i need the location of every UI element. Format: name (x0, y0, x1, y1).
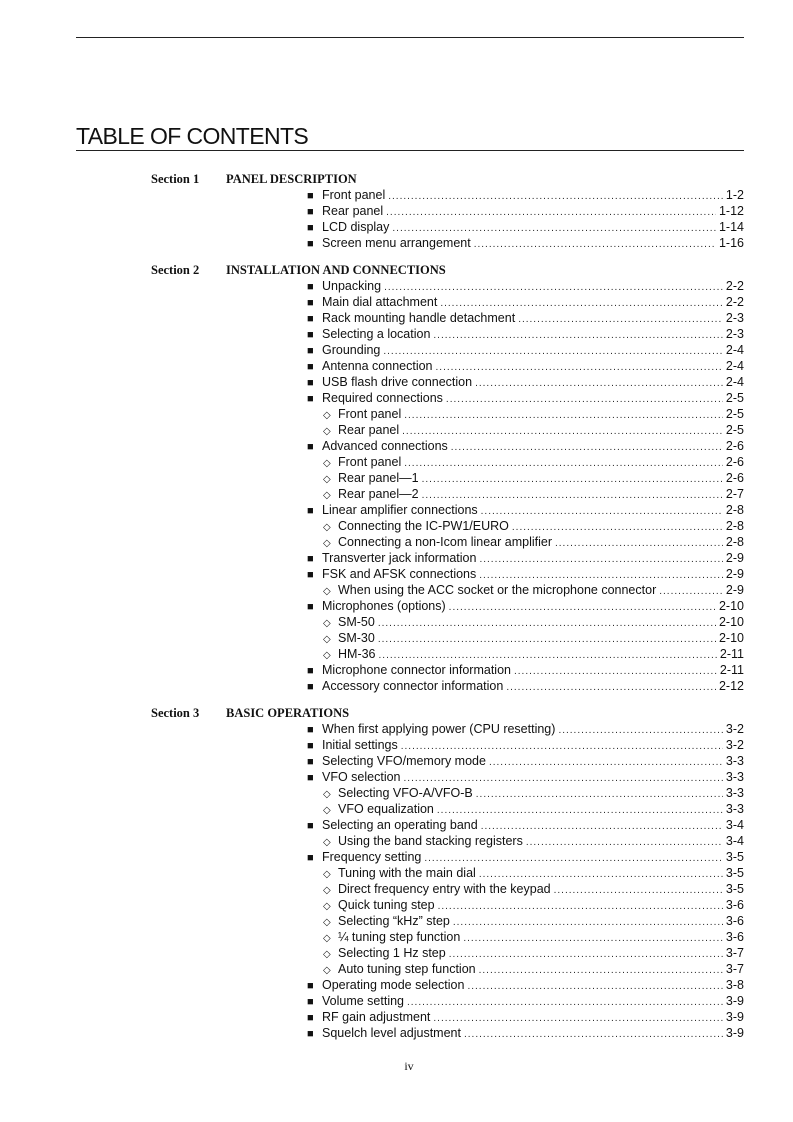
diamond-bullet-icon: ◇ (323, 805, 331, 816)
diamond-bullet-icon: ◇ (323, 917, 331, 928)
entry-page: 2-11 (719, 663, 744, 677)
square-bullet-icon: ■ (307, 377, 314, 389)
entry-label: Accessory connector information (322, 679, 504, 693)
square-bullet-icon: ■ (307, 724, 314, 736)
entry-page: 2-10 (718, 599, 744, 613)
entry-page: 2-10 (718, 615, 744, 629)
section-title: INSTALLATION AND CONNECTIONS (226, 263, 446, 277)
toc-entry[interactable] (307, 219, 744, 235)
entry-label: Initial settings (322, 738, 398, 752)
diamond-bullet-icon: ◇ (323, 965, 331, 976)
entry-label: Selecting a location (322, 327, 431, 341)
toc-subentry[interactable] (323, 945, 744, 961)
toc-subentry[interactable] (323, 646, 744, 662)
diamond-bullet-icon: ◇ (323, 490, 331, 501)
entry-label: Frequency setting (322, 850, 422, 864)
entry-page: 3-6 (725, 930, 744, 944)
toc-subentry[interactable] (323, 881, 744, 897)
diamond-bullet-icon: ◇ (323, 837, 331, 848)
toc-entry[interactable] (307, 390, 744, 406)
entry-label: Unpacking (322, 279, 382, 293)
diamond-bullet-icon: ◇ (323, 522, 331, 533)
entry-label: When first applying power (CPU resetting) (322, 722, 556, 736)
dot-leader (474, 237, 716, 253)
diamond-bullet-icon: ◇ (323, 474, 331, 485)
toc-subentry[interactable] (323, 929, 744, 945)
entry-page: 3-6 (725, 914, 744, 928)
entry-label: Main dial attachment (322, 295, 438, 309)
entry-page: 1-16 (718, 236, 744, 250)
diamond-bullet-icon: ◇ (323, 933, 331, 944)
square-bullet-icon: ■ (307, 313, 314, 325)
toc-subentry[interactable] (323, 518, 744, 534)
entry-label: Rear panel (338, 423, 400, 437)
toc-entry[interactable] (307, 550, 744, 566)
square-bullet-icon: ■ (307, 505, 314, 517)
square-bullet-icon: ■ (307, 820, 314, 832)
entry-page: 3-3 (725, 770, 744, 784)
entry-label: Required connections (322, 391, 443, 405)
entry-page: 2-9 (725, 551, 744, 565)
toc-subentry[interactable] (323, 534, 744, 550)
entry-label: Direct frequency entry with the keypad (338, 882, 551, 896)
entry-page: 1-14 (718, 220, 744, 234)
entry-label: SM-30 (338, 631, 375, 645)
entry-label: Operating mode selection (322, 978, 465, 992)
entry-page: 2-9 (725, 567, 744, 581)
toc-subentry[interactable] (323, 582, 744, 598)
dot-leader (506, 680, 716, 696)
diamond-bullet-icon: ◇ (323, 538, 331, 549)
toc-entry[interactable] (307, 678, 744, 694)
toc-subentry[interactable] (323, 961, 744, 977)
entry-label: Antenna connection (322, 359, 433, 373)
toc-subentry[interactable] (323, 785, 744, 801)
toc-subentry[interactable] (323, 833, 744, 849)
entry-label: ¼ tuning step function (338, 930, 461, 944)
entry-page: 2-4 (725, 375, 744, 389)
toc-subentry[interactable] (323, 486, 744, 502)
entry-page: 3-6 (725, 898, 744, 912)
square-bullet-icon: ■ (307, 281, 314, 293)
toc-entry[interactable] (307, 235, 744, 251)
square-bullet-icon: ■ (307, 361, 314, 373)
entry-page: 3-2 (725, 738, 744, 752)
page-title: TABLE OF CONTENTS (76, 122, 744, 151)
entry-page: 3-9 (725, 1026, 744, 1040)
toc-entry[interactable] (307, 310, 744, 326)
entry-label: Grounding (322, 343, 381, 357)
square-bullet-icon: ■ (307, 1012, 314, 1024)
entry-page: 3-3 (725, 754, 744, 768)
toc-entry[interactable] (307, 294, 744, 310)
entry-page: 3-5 (725, 850, 744, 864)
entry-label: VFO equalization (338, 802, 434, 816)
entry-page: 2-8 (725, 535, 744, 549)
entry-label: Rear panel (322, 204, 384, 218)
square-bullet-icon: ■ (307, 329, 314, 341)
entry-label: Advanced connections (322, 439, 448, 453)
top-rule (76, 37, 744, 38)
square-bullet-icon: ■ (307, 393, 314, 405)
toc-entry[interactable] (307, 753, 744, 769)
entry-page: 3-3 (725, 802, 744, 816)
toc-subentry[interactable] (323, 801, 744, 817)
entry-label: Auto tuning step function (338, 962, 476, 976)
entry-label: Linear amplifier connections (322, 503, 478, 517)
entry-page: 1-2 (725, 188, 744, 202)
toc-entry[interactable] (307, 977, 744, 993)
diamond-bullet-icon: ◇ (323, 426, 331, 437)
toc-subentry[interactable] (323, 897, 744, 913)
entry-label: Connecting a non-Icom linear amplifier (338, 535, 552, 549)
toc-entry[interactable] (307, 342, 744, 358)
diamond-bullet-icon: ◇ (323, 586, 331, 597)
entry-label: Microphone connector information (322, 663, 511, 677)
square-bullet-icon: ■ (307, 441, 314, 453)
square-bullet-icon: ■ (307, 772, 314, 784)
entry-label: Transverter jack information (322, 551, 477, 565)
section-number: Section 2 (151, 263, 200, 277)
entry-label: Selecting 1 Hz step (338, 946, 446, 960)
toc-entry[interactable] (307, 374, 744, 390)
square-bullet-icon: ■ (307, 665, 314, 677)
entry-page: 2-4 (725, 359, 744, 373)
section-title: PANEL DESCRIPTION (226, 172, 357, 186)
toc-entry[interactable] (307, 662, 744, 678)
entry-page: 3-7 (725, 946, 744, 960)
entry-label: Rack mounting handle detachment (322, 311, 516, 325)
entry-label: Front panel (338, 407, 402, 421)
entry-label: Rear panel—2 (338, 487, 419, 501)
square-bullet-icon: ■ (307, 345, 314, 357)
diamond-bullet-icon: ◇ (323, 949, 331, 960)
square-bullet-icon: ■ (307, 222, 314, 234)
toc-entry-list (0, 187, 793, 251)
diamond-bullet-icon: ◇ (323, 869, 331, 880)
entry-page: 2-2 (725, 279, 744, 293)
entry-page: 3-4 (725, 834, 744, 848)
entry-label: LCD display (322, 220, 390, 234)
entry-label: Front panel (322, 188, 386, 202)
entry-page: 2-2 (725, 295, 744, 309)
toc-entry[interactable] (307, 1025, 744, 1041)
entry-label: Selecting VFO-A/VFO-B (338, 786, 473, 800)
entry-label: Selecting VFO/memory mode (322, 754, 486, 768)
entry-page: 3-9 (725, 994, 744, 1008)
entry-page: 2-4 (725, 343, 744, 357)
toc-subentry[interactable] (323, 614, 744, 630)
entry-label: Rear panel—1 (338, 471, 419, 485)
toc-subentry[interactable] (323, 865, 744, 881)
entry-label: Microphones (options) (322, 599, 446, 613)
square-bullet-icon: ■ (307, 601, 314, 613)
square-bullet-icon: ■ (307, 190, 314, 202)
toc-subentry[interactable] (323, 422, 744, 438)
toc-entry[interactable] (307, 769, 744, 785)
square-bullet-icon: ■ (307, 996, 314, 1008)
toc-entry[interactable] (307, 438, 744, 454)
toc-entry[interactable] (307, 566, 744, 582)
toc-entry[interactable] (307, 737, 744, 753)
toc-entry[interactable] (307, 358, 744, 374)
entry-page: 2-3 (725, 311, 744, 325)
diamond-bullet-icon: ◇ (323, 634, 331, 645)
entry-page: 2-8 (725, 519, 744, 533)
dot-leader (464, 1027, 723, 1043)
toc-subentry[interactable] (323, 454, 744, 470)
toc-entry-list (0, 721, 793, 1041)
toc-entry[interactable] (307, 598, 744, 614)
entry-label: Selecting an operating band (322, 818, 478, 832)
square-bullet-icon: ■ (307, 681, 314, 693)
entry-label: Connecting the IC-PW1/EURO (338, 519, 509, 533)
square-bullet-icon: ■ (307, 238, 314, 250)
square-bullet-icon: ■ (307, 569, 314, 581)
toc-subentry[interactable] (323, 630, 744, 646)
square-bullet-icon: ■ (307, 297, 314, 309)
toc-entry[interactable] (307, 849, 744, 865)
entry-page: 2-6 (725, 471, 744, 485)
square-bullet-icon: ■ (307, 852, 314, 864)
page-number: iv (404, 1059, 414, 1073)
entry-page: 3-2 (725, 722, 744, 736)
toc-entry[interactable] (307, 993, 744, 1009)
entry-label: Selecting “kHz” step (338, 914, 450, 928)
entry-page: 3-5 (725, 866, 744, 880)
diamond-bullet-icon: ◇ (323, 618, 331, 629)
entry-page: 2-12 (718, 679, 744, 693)
entry-label: Quick tuning step (338, 898, 435, 912)
entry-page: 3-9 (725, 1010, 744, 1024)
entry-page: 3-7 (725, 962, 744, 976)
entry-page: 2-5 (725, 423, 744, 437)
square-bullet-icon: ■ (307, 206, 314, 218)
toc-subentry[interactable] (323, 406, 744, 422)
square-bullet-icon: ■ (307, 980, 314, 992)
entry-page: 2-6 (725, 439, 744, 453)
toc-subentry[interactable] (323, 470, 744, 486)
toc-subentry[interactable] (323, 913, 744, 929)
entry-page: 3-5 (725, 882, 744, 896)
entry-label: VFO selection (322, 770, 401, 784)
entry-page: 3-4 (725, 818, 744, 832)
diamond-bullet-icon: ◇ (323, 885, 331, 896)
entry-page: 2-6 (725, 455, 744, 469)
toc-entry[interactable] (307, 278, 744, 294)
toc-entry[interactable] (307, 326, 744, 342)
square-bullet-icon: ■ (307, 756, 314, 768)
entry-label: Front panel (338, 455, 402, 469)
toc-entry[interactable] (307, 187, 744, 203)
square-bullet-icon: ■ (307, 740, 314, 752)
entry-label: Screen menu arrangement (322, 236, 471, 250)
toc-entry[interactable] (307, 1009, 744, 1025)
entry-page: 3-3 (725, 786, 744, 800)
toc-entry-list (0, 278, 793, 694)
section-title: BASIC OPERATIONS (226, 706, 350, 720)
entry-page: 2-10 (718, 631, 744, 645)
diamond-bullet-icon: ◇ (323, 458, 331, 469)
diamond-bullet-icon: ◇ (323, 650, 331, 661)
diamond-bullet-icon: ◇ (323, 901, 331, 912)
entry-label: When using the ACC socket or the microphone connector (338, 583, 657, 597)
entry-label: FSK and AFSK connections (322, 567, 477, 581)
entry-label: Squelch level adjustment (322, 1026, 461, 1040)
entry-page: 2-11 (719, 647, 744, 661)
entry-label: Volume setting (322, 994, 404, 1008)
entry-label: RF gain adjustment (322, 1010, 431, 1024)
section-number: Section 1 (151, 172, 200, 186)
entry-label: HM-36 (338, 647, 376, 661)
toc-entry[interactable] (307, 817, 744, 833)
toc-entry[interactable] (307, 203, 744, 219)
entry-page: 2-8 (725, 503, 744, 517)
entry-page: 2-5 (725, 391, 744, 405)
toc-entry[interactable] (307, 721, 744, 737)
entry-page: 3-8 (725, 978, 744, 992)
toc-entry[interactable] (307, 502, 744, 518)
entry-page: 2-7 (725, 487, 744, 501)
entry-page: 2-9 (725, 583, 744, 597)
entry-page: 2-3 (725, 327, 744, 341)
entry-label: Using the band stacking registers (338, 834, 523, 848)
square-bullet-icon: ■ (307, 1028, 314, 1040)
entry-label: USB flash drive connection (322, 375, 473, 389)
diamond-bullet-icon: ◇ (323, 410, 331, 421)
entry-page: 1-12 (718, 204, 744, 218)
diamond-bullet-icon: ◇ (323, 789, 331, 800)
entry-page: 2-5 (725, 407, 744, 421)
entry-label: Tuning with the main dial (338, 866, 476, 880)
section-number: Section 3 (151, 706, 200, 720)
entry-label: SM-50 (338, 615, 375, 629)
square-bullet-icon: ■ (307, 553, 314, 565)
